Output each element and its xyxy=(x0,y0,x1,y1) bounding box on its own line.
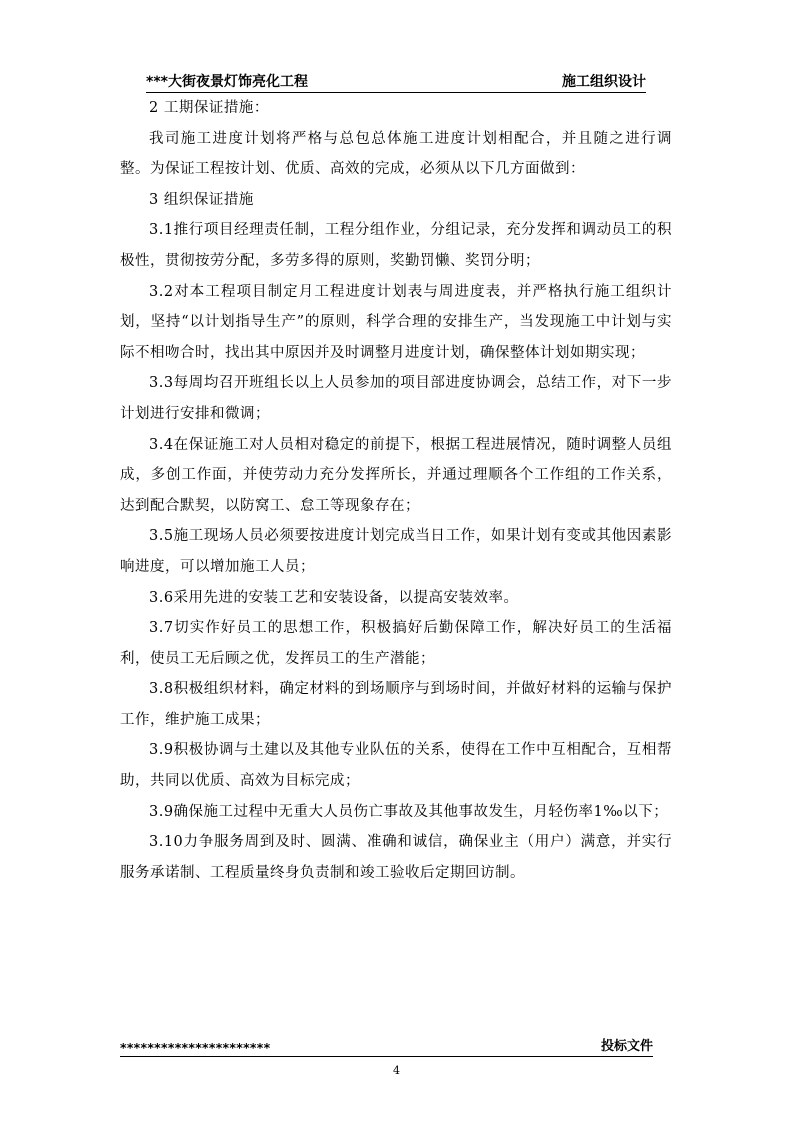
page-number: 4 xyxy=(393,1064,400,1077)
paragraph-3-9-safety: 3.9确保施工过程中无重大人员伤亡事故及其他事故发生，月轻伤率1‰以下； xyxy=(149,803,669,820)
paragraph-3-8: 3.8积极组织材料，确定材料的到场顺序与到场时间，并做好材料的运输与保护工作，维护施工成果； xyxy=(120,681,672,728)
page-header xyxy=(146,72,646,93)
paragraph-3-9-coordination: 3.9积极协调与土建以及其他专业队伍的关系，使得在工作中互相配合，互相帮助，共同以优质、高效为目标完成； xyxy=(120,742,672,790)
header-project-title: ***大街夜景灯饰亮化工程 xyxy=(146,74,308,90)
paragraph-schedule-intro: 我司施工进度计划将严格与总包总体施工进度计划相配合，并且随之进行调整。为保证工程按计划、优质、高效的完成，必须从以下几方面做到： xyxy=(120,130,672,178)
paragraph-3-2: 3.2对本工程项目制定月工程进度计划表与周进度表，并严格执行施工组织计划，坚持“以计划指导生产”的原则，科学合理的安排生产，当发现施工中计划与实际不相吻合时，找出其中原因并及时调整月进度计划，确保整体计划如期实现； xyxy=(120,283,672,361)
paragraph-3-3: 3.3每周均召开班组长以上人员参加的项目部进度协调会，总结工作，对下一步计划进行安排和微调； xyxy=(120,375,672,422)
footer-asterisks: ********************** xyxy=(120,1040,271,1055)
paragraph-3-1: 3.1推行项目经理责任制，工程分组作业，分组记录，充分发挥和调动员工的积极性，贯彻按劳分配，多劳多得的原则，奖勤罚懒、奖罚分明； xyxy=(120,222,672,269)
paragraph-3-5: 3.5施工现场人员必须要按进度计划完成当日工作，如果计划有变或其他因素影响进度，可以增加施工人员； xyxy=(120,528,672,575)
paragraph-3-7: 3.7切实作好员工的思想工作，积极搞好后勤保障工作，解决好员工的生活福利，使员工无后顾之优，发挥员工的生产潜能； xyxy=(120,620,672,667)
paragraph-3-4: 3.4在保证施工对人员相对稳定的前提下，根据工程进展情况，随时调整人员组成，多创工作面，并使劳动力充分发挥所长，并通过理顺各个工作组的工作关系，达到配合默契，以防窝工、怠工等现象存在； xyxy=(120,436,672,514)
paragraph-organization-heading: 3 组织保证措施 xyxy=(149,191,254,208)
paragraph-3-6: 3.6采用先进的安装工艺和安装设备，以提高安装效率。 xyxy=(149,589,519,606)
page-footer xyxy=(120,1038,653,1057)
header-document-type: 施工组织设计 xyxy=(562,74,646,90)
footer-bid-document: 投标文件 xyxy=(600,1039,653,1054)
paragraph-3-10: 3.10力争服务周到及时、圆满、准确和诚信，确保业主（用户）满意，并实行服务承诺制、工程质量终身负责制和竣工验收后定期回访制。 xyxy=(120,834,672,881)
paragraph-schedule-heading: 2 工期保证措施： xyxy=(149,100,269,116)
document-body xyxy=(120,93,672,888)
